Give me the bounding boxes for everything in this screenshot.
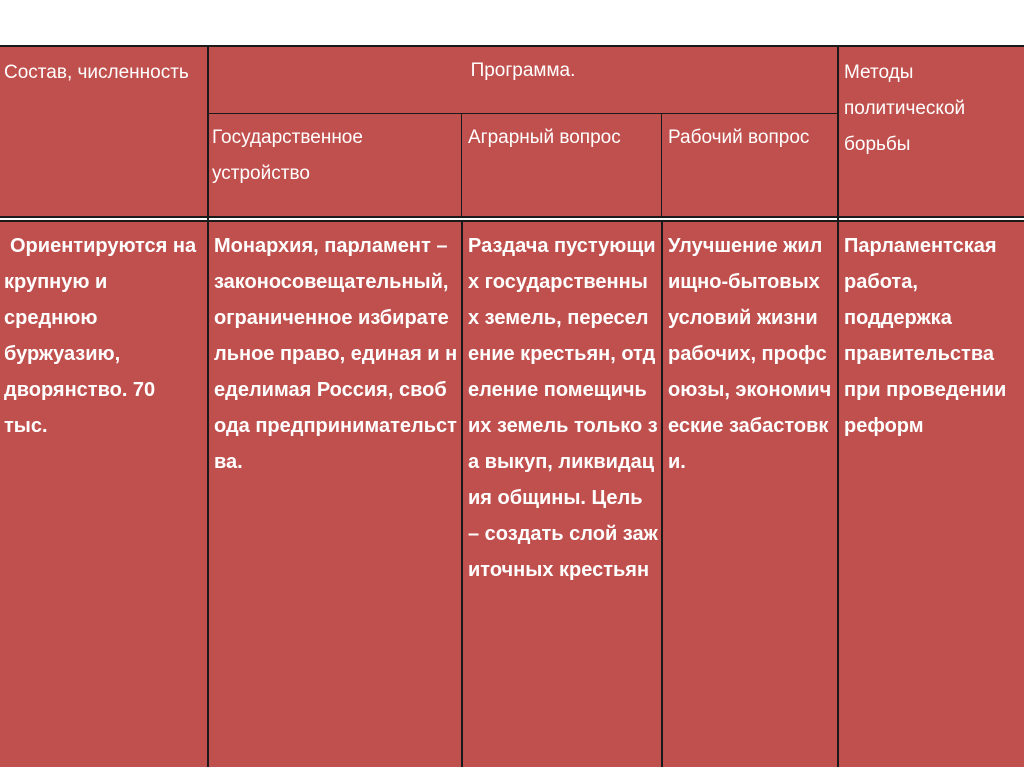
- header-composition-text: Состав, численность: [4, 62, 189, 83]
- header-methods: [838, 47, 1024, 217]
- cell-labor-text: Улучшение жилищно-бытовых условий жизни рабочих, профсоюзы, экономические забастовки.: [668, 235, 832, 473]
- subheader-labor: [662, 114, 838, 217]
- header-composition: [0, 47, 208, 217]
- border-body-top: [0, 220, 1024, 222]
- cell-methods: [838, 222, 1024, 767]
- cell-agrarian-text: Раздача пустующих государственных земель, переселение крестьян, отделение помещичьих земель только за выкуп, ликвидация общины. Цель – создать слой зажиточных крестьян: [468, 235, 658, 581]
- cell-state-structure: [208, 222, 462, 767]
- border-program-split: [208, 113, 838, 114]
- header-methods-text: Методы политической борьбы: [844, 62, 966, 155]
- header-program-text: Программа.: [470, 60, 576, 81]
- subheader-agrarian-text: Аграрный вопрос: [468, 127, 621, 148]
- border-col-1: [207, 45, 209, 767]
- border-top: [0, 45, 1024, 47]
- border-col-3: [661, 113, 662, 217]
- subheader-agrarian: [462, 114, 662, 217]
- border-col-2-body: [461, 220, 463, 767]
- subheader-state-structure: [208, 114, 462, 217]
- subheader-state-structure-text: Государственное устройство: [212, 127, 363, 184]
- header-program: [208, 47, 838, 114]
- border-col-3-body: [661, 220, 663, 767]
- cell-state-structure-text: Монархия, парламент – законосовещательный, ограниченное избирательное право, единая и неделимая Россия, свобода предпринимательства.: [214, 235, 458, 473]
- subheader-labor-text: Рабочий вопрос: [668, 127, 810, 148]
- border-header-bottom: [0, 216, 1024, 218]
- border-col-2: [461, 113, 462, 217]
- cell-composition: [0, 222, 208, 767]
- cell-agrarian: [462, 222, 662, 767]
- cell-labor: [662, 222, 838, 767]
- cell-methods-text: Парламентская работа, поддержка правительства при проведении реформ: [844, 235, 1007, 437]
- cell-composition-text: Ориентируются на крупную и среднюю буржуазию, дворянство. 70 тыс.: [4, 235, 197, 437]
- border-col-4: [837, 45, 839, 767]
